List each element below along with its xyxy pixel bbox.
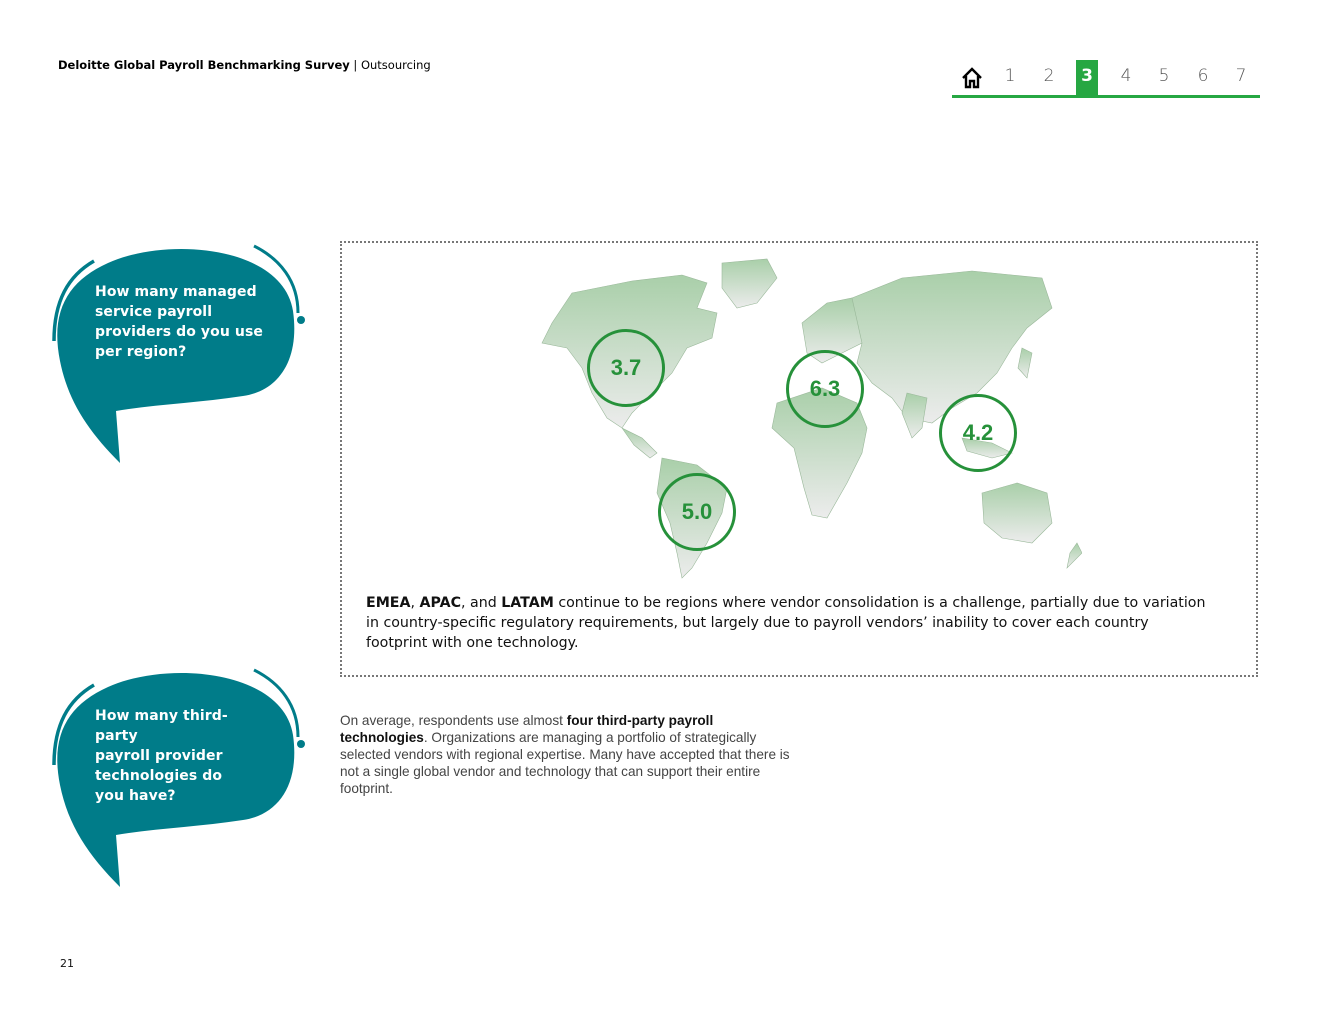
caption-latam: LATAM <box>501 595 554 611</box>
question-1-line: service payroll <box>95 304 213 320</box>
question-2-line: technologies do <box>95 768 223 784</box>
question-2-line: payroll provider <box>95 748 223 764</box>
question-1-line: per region? <box>95 344 187 360</box>
survey-title: Deloitte Global Payroll Benchmarking Survey <box>58 58 350 72</box>
region-circle-latam: 5.0 <box>658 473 736 551</box>
nav-underline <box>952 95 1260 98</box>
question-bubble-2 <box>48 665 310 890</box>
question-2-text <box>95 706 270 806</box>
answer-2-text <box>340 712 790 797</box>
nav-page-1[interactable]: 1 <box>1004 66 1016 86</box>
page-number: 21 <box>60 957 74 970</box>
answer-text: . Organizations are managing a portfolio of strategically selected vendors with regional expertise. Many have accepted that there is not a single global vendor and technology that can support their entire footprint. <box>340 730 790 796</box>
question-1-line: How many managed <box>95 284 257 300</box>
nav-page-5[interactable]: 5 <box>1158 66 1170 86</box>
nav-page-7[interactable]: 7 <box>1235 66 1247 86</box>
home-icon[interactable] <box>960 66 984 90</box>
caption-apac: APAC <box>419 595 461 611</box>
world-map-panel <box>340 241 1258 677</box>
caption-text: , and <box>460 595 502 611</box>
region-circle-apac: 4.2 <box>939 394 1017 472</box>
answer-emphasis: four third-party payroll technologies <box>340 713 714 745</box>
question-2-line: How many third-party <box>95 708 228 744</box>
caption-emea: EMEA <box>366 595 411 611</box>
caption-text: continue to be regions where vendor consolidation is a challenge, partially due to variation in country-specific regulatory requirements, but largely due to payroll vendors’ inability to cover each country footprint with one technology. <box>366 595 1206 651</box>
nav-page-3-active[interactable]: 3 <box>1076 60 1098 95</box>
question-1-text <box>95 282 270 362</box>
map-caption <box>366 593 1206 653</box>
nav-page-6[interactable]: 6 <box>1197 66 1209 86</box>
question-2-line: you have? <box>95 788 176 804</box>
nav-page-4[interactable]: 4 <box>1120 66 1132 86</box>
page-navigation <box>952 60 1260 98</box>
answer-text: On average, respondents use almost <box>340 713 567 728</box>
region-circle-north-america: 3.7 <box>587 329 665 407</box>
section-name: Outsourcing <box>360 58 431 72</box>
question-bubble-1 <box>48 241 310 466</box>
header-separator: | <box>349 58 361 72</box>
nav-page-2[interactable]: 2 <box>1043 66 1055 86</box>
document-header <box>58 58 431 72</box>
region-circle-emea: 6.3 <box>786 350 864 428</box>
question-1-line: providers do you use <box>95 324 263 340</box>
caption-text: , <box>410 595 420 611</box>
